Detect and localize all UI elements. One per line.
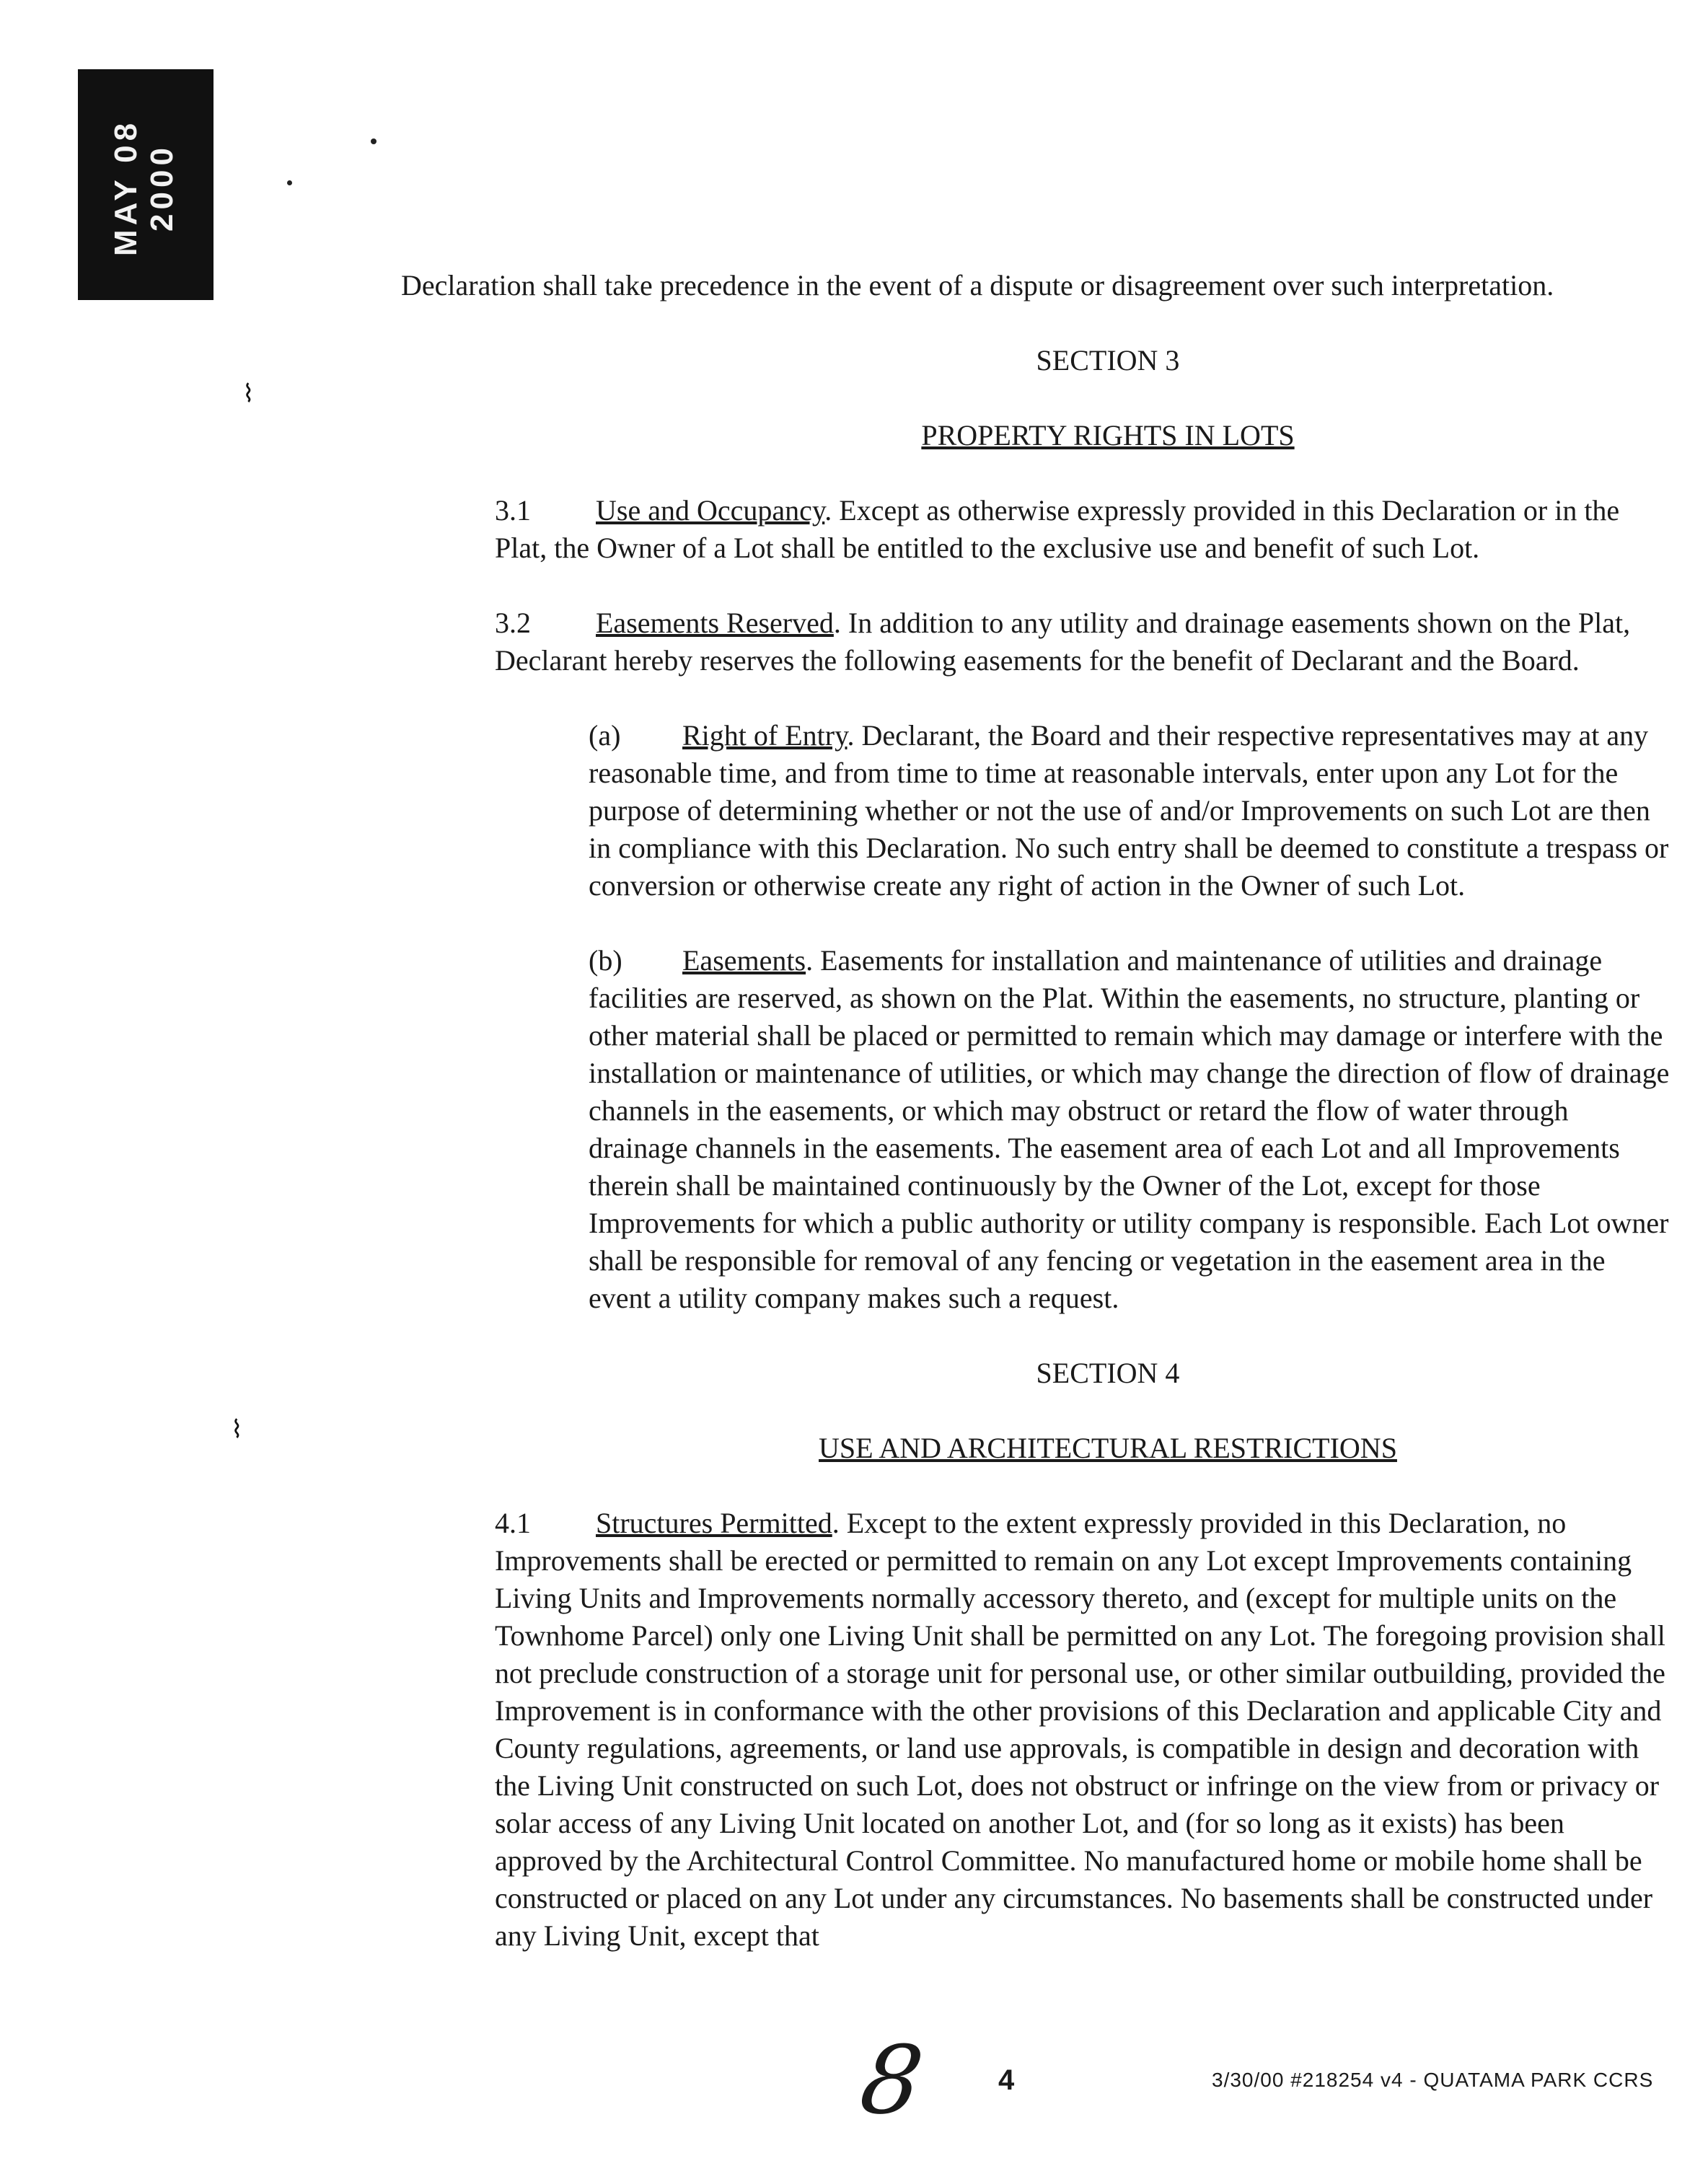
subparagraph-label: (a) xyxy=(589,719,621,752)
paragraph-number: 4.1 xyxy=(495,1507,531,1539)
subparagraph-text: . Easements for installation and maintenance of utilities and drainage facilities are reserved, as shown on the Plat. Within the easements, no structure, planting or other material shall be placed or permitted to remain which may damage or interfere with the installation or maintenance of utilities, or which may change the direction of flow of drainage channels in the easements, or which may obstruct or retard the flow of water through drainage channels in the easements. The easement area of each Lot and all Improvements therein shall be maintained continuously by the Owner of the Lot, except for those Improvements for which a public authority or utility company is responsible. Each Lot owner shall be responsible for removal of any fencing or vegetation in the easement area in the event a utility company makes such a request. xyxy=(589,944,1670,1314)
document-reference: 3/30/00 #218254 v4 - QUATAMA PARK CCRS xyxy=(1212,2069,1654,2091)
section-4-heading xyxy=(401,1430,1670,1467)
paragraph-number: 3.2 xyxy=(495,607,531,639)
paragraph-3-2-a xyxy=(401,717,1670,904)
paragraph-title: Use and Occupancy xyxy=(596,494,825,527)
paragraph-text: . Except as otherwise expressly provided in this Declaration or in the Plat, the Owner of a Lot shall be entitled to the exclusive use and benefit of such Lot. xyxy=(495,494,1620,564)
section-4-heading-text: USE AND ARCHITECTURAL RESTRICTIONS xyxy=(819,1432,1397,1464)
paragraph-title: Easements Reserved xyxy=(596,607,834,639)
paragraph-3-1 xyxy=(401,492,1670,567)
paragraph-title: Structures Permitted xyxy=(596,1507,832,1539)
paragraph-number: 3.1 xyxy=(495,494,531,527)
continuation-paragraph: Declaration shall take precedence in the event of a dispute or disagreement over such interpretation. xyxy=(401,269,1554,301)
handwritten-page-number: 8 xyxy=(854,2025,930,2135)
paragraph-3-2-b xyxy=(401,942,1670,1317)
margin-mark: ⌇ xyxy=(231,1417,243,1443)
section-3-heading-text: PROPERTY RIGHTS IN LOTS xyxy=(921,419,1295,452)
section-4-title: SECTION 4 xyxy=(1036,1357,1180,1389)
subparagraph-text: . Declarant, the Board and their respective representatives may at any reasonable time, and from time to time at reasonable intervals, enter upon any Lot for the purpose of determining whether or not the use of and/or Improvements on such Lot are then in compliance with this Declaration. No such entry shall be deemed to constitute a trespass or conversion or otherwise create any right of action in the Owner of such Lot. xyxy=(589,719,1669,902)
document-body xyxy=(401,267,1670,1992)
subparagraph-title: Easements xyxy=(682,944,806,977)
section-3-title: SECTION 3 xyxy=(1036,344,1180,377)
page-number: 4 xyxy=(998,2064,1015,2096)
scan-speck xyxy=(371,138,377,144)
paragraph-text: . Except to the extent expressly provided in this Declaration, no Improvements shall be erected or permitted to remain on any Lot except Improvements containing Living Units and Improvements normally accessory thereto, and (except for multiple units on the Townhome Parcel) only one Living Unit shall be permitted on any Lot. The foregoing provision shall not preclude construction of a storage unit for personal use, or other similar outbuilding, provided the Improvement is in conformance with the other provisions of this Declaration and applicable City and County regulations, agreements, or land use approvals, is compatible in design and decoration with the Living Unit constructed on such Lot, does not obstruct or infringe on the view from or privacy or solar access of any Living Unit located on another Lot, and (for so long as it exists) has been approved by the Architectural Control Committee. No manufactured home or mobile home shall be constructed or placed on any Lot under any circumstances. No basements shall be constructed under any Living Unit, except that xyxy=(495,1507,1665,1952)
subparagraph-label: (b) xyxy=(589,944,622,977)
scan-speck xyxy=(287,180,292,185)
section-3-heading xyxy=(401,417,1670,454)
page-footer xyxy=(0,2025,1708,2135)
paragraph-text: . In addition to any utility and drainage easements shown on the Plat, Declarant hereby reserves the following easements for the benefit of Declarant and the Board. xyxy=(495,607,1631,677)
margin-mark: ⌇ xyxy=(242,381,255,408)
subparagraph-title: Right of Entry xyxy=(682,719,848,752)
recording-stamp-text: MAY 08 2000 xyxy=(108,118,180,257)
paragraph-4-1 xyxy=(401,1505,1670,1955)
paragraph-3-2 xyxy=(401,604,1670,679)
